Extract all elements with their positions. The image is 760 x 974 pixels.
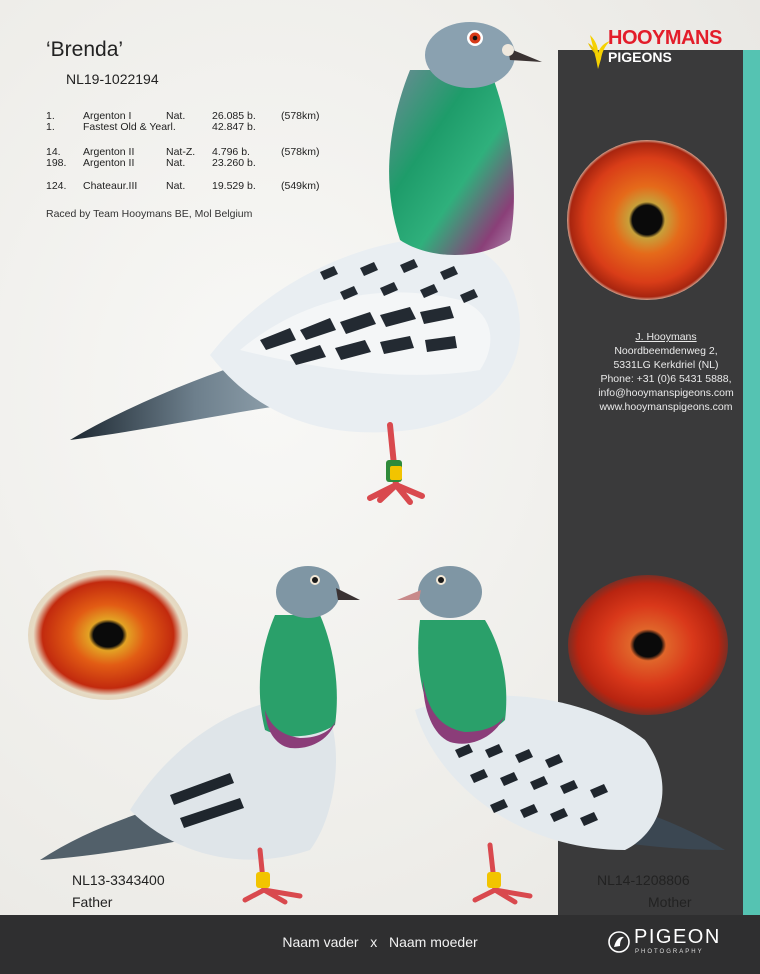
result-birds: 26.085 b. [212,110,256,122]
pigeon-photography-icon [608,929,630,955]
result-place: 14. [46,146,61,158]
raced-by-note: Raced by Team Hooymans BE, Mol Belgium [46,208,253,220]
father-name-placeholder: Naam vader [282,934,359,950]
pigeon-name: ‘Brenda’ [46,38,124,61]
contact-email[interactable]: info@hooymanspigeons.com [598,387,734,399]
result-race: Argenton II [83,146,135,158]
contact-line: 5331LG Kerkdriel (NL) [613,359,719,371]
father-ring-number: NL13-3343400 [72,872,165,888]
result-distance: (578km) [281,110,320,122]
result-place: 1. [46,121,55,133]
result-place: 198. [46,157,67,169]
contact-block [586,330,746,414]
mother-label: Mother [648,894,692,910]
result-place: 1. [46,110,55,122]
father-label: Father [72,894,113,910]
contact-name[interactable]: J. Hooymans [635,331,697,343]
contact-website[interactable]: www.hooymanspigeons.com [599,401,733,413]
photo-logo-word: PIGEON [634,926,721,948]
result-birds: 4.796 b. [212,146,250,158]
father-pigeon-photo [40,560,370,910]
main-pigeon-photo [60,10,560,520]
result-race: Argenton II [83,157,135,169]
result-race: Argenton I [83,110,132,122]
result-distance: (578km) [281,146,320,158]
result-place: 124. [46,180,67,192]
logo-word-hooymans: HOOYMANS [608,27,722,49]
result-level: Nat. [166,110,186,122]
result-level: Nat. [166,157,186,169]
result-level: Nat. [166,180,186,192]
result-birds: 19.529 b. [212,180,256,192]
photo-logo-sub: PHOTOGRAPHY [635,949,704,955]
mother-ring-number: NL14-1208806 [597,872,690,888]
mother-pigeon-photo [395,560,730,910]
result-race: Chateaur.III [83,180,138,192]
ring-number: NL19-1022194 [66,71,159,87]
logo-word-pigeons: PIGEONS [608,49,672,65]
hooymans-logo[interactable] [586,25,746,75]
teal-accent-strip [743,50,760,915]
contact-line: Phone: +31 (0)6 5431 5888, [600,373,732,385]
result-distance: (549km) [281,180,320,192]
cross-symbol: x [370,934,378,950]
result-level: Nat-Z. [166,146,196,158]
result-race: Fastest Old & Yearl. [83,121,176,133]
result-birds: 42.847 b. [212,121,256,133]
main-pigeon-eye-photo [567,140,727,300]
pigeon-photography-logo[interactable] [608,925,738,961]
contact-line: Noordbeemdenweg 2, [614,345,718,357]
result-birds: 23.260 b. [212,157,256,169]
mother-name-placeholder: Naam moeder [388,934,478,950]
